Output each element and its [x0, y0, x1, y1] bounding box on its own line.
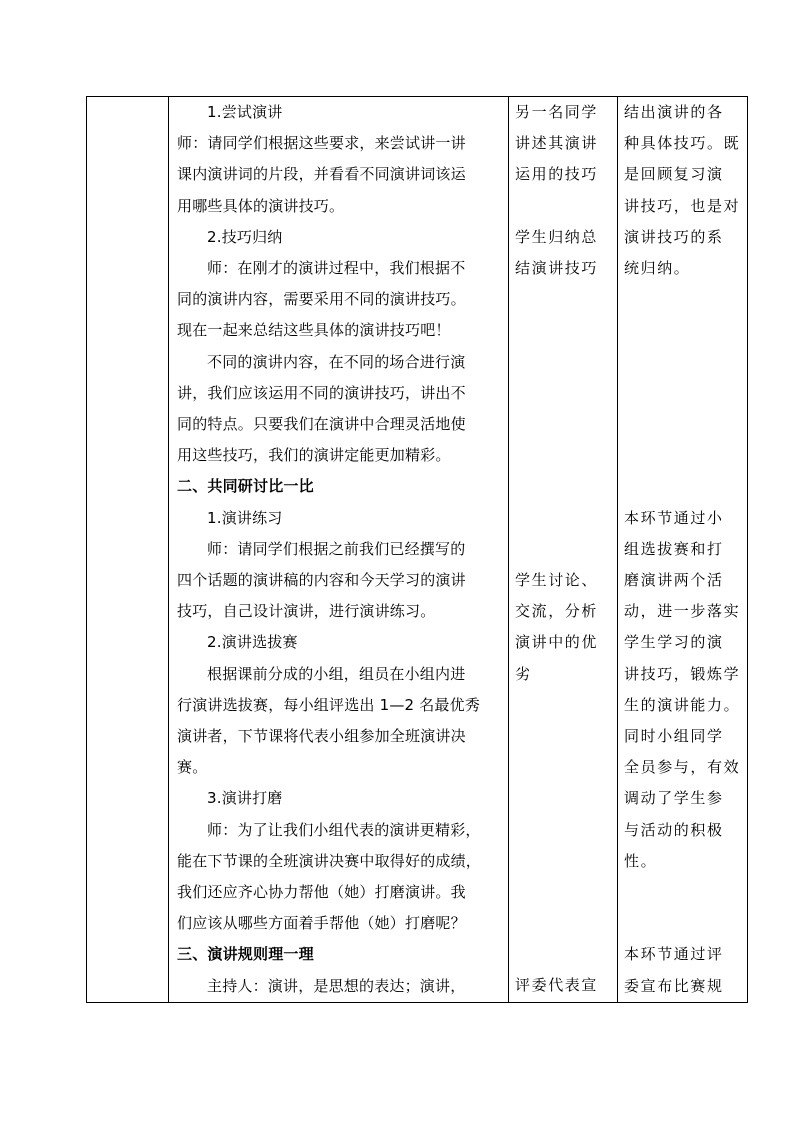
text-line: 同的特点。只要我们在演讲中合理灵活地使 [177, 415, 466, 434]
text-line: 们应该从哪些方面着手帮他（她）打磨呢？ [177, 914, 466, 933]
design-intent-line: 种具体技巧。既 [624, 134, 741, 153]
design-intent-line: 动，进一步落实 [624, 602, 741, 621]
student-activity-cell [509, 97, 618, 1003]
student-activity-line [515, 440, 611, 471]
design-intent-line [624, 315, 741, 346]
design-intent-line [624, 409, 741, 440]
student-activity-line [515, 378, 611, 409]
student-activity-line [515, 721, 611, 752]
design-intent-line: 演讲技巧的系 [624, 227, 724, 246]
text-line: 演讲者，下节课将代表小组参加全班演讲决 [177, 727, 466, 746]
student-activity-line [515, 191, 611, 222]
text-line: 师：请同学们根据这些要求，来尝试讲一讲 [177, 134, 466, 153]
text-line: 师：在刚才的演讲过程中，我们根据不 [207, 259, 466, 278]
design-intent-line: 统归纳。 [624, 259, 691, 278]
text-line: 现在一起来总结这些具体的演讲技巧吧！ [177, 321, 451, 340]
teaching-process-cell [169, 97, 509, 1003]
text-line: 1.演讲练习 [207, 508, 283, 527]
student-activity-line [515, 534, 611, 565]
design-intent-line [624, 908, 741, 939]
design-intent-line: 讲技巧，也是对 [624, 196, 741, 215]
text-line: 不同的演讲内容，在不同的场合进行演 [207, 352, 466, 371]
design-intent-line [624, 284, 741, 315]
student-activity-text [515, 97, 611, 1002]
text-line: 2.演讲选拔赛 [207, 633, 298, 652]
text-line: 3.演讲打磨 [207, 789, 283, 808]
student-activity-line: 另一名同学 [515, 103, 599, 121]
design-intent-line: 是回顾复习演 [624, 165, 724, 184]
design-intent-line [624, 440, 741, 471]
text-line: 师：为了让我们小组代表的演讲更精彩， [207, 820, 481, 839]
student-activity-line: 交流，分析 [515, 602, 599, 621]
design-intent-line: 学生学习的演 [624, 633, 724, 652]
design-intent-line: 磨演讲两个活 [624, 570, 724, 589]
student-activity-line: 演讲中的优 [515, 633, 599, 652]
design-intent-line: 讲技巧，锻炼学 [624, 664, 741, 683]
student-activity-line [515, 284, 611, 315]
text-line: 用哪些具体的演讲技巧。 [177, 196, 345, 215]
text-line: 用这些技巧，我们的演讲定能更加精彩。 [177, 446, 451, 465]
text-line: 主持人：演讲，是思想的表达；演讲， [207, 976, 466, 995]
text-line: 课内演讲词的片段，并看看不同演讲词该运 [177, 165, 466, 184]
table-row [87, 97, 748, 1003]
student-activity-line [515, 877, 611, 908]
text-line: 师：请同学们根据之前我们已经撰写的 [207, 539, 466, 558]
text-line: 1.尝试演讲 [207, 103, 283, 121]
student-activity-line [515, 690, 611, 721]
design-intent-line: 全员参与，有效 [624, 758, 741, 777]
student-activity-line: 学生讨论、 [515, 570, 599, 589]
stage-cell [87, 97, 169, 1003]
student-activity-line [515, 752, 611, 783]
student-activity-line [515, 315, 611, 346]
design-intent-line [624, 378, 741, 409]
student-activity-line: 运用的技巧 [515, 165, 599, 184]
text-line: 2.技巧归纳 [207, 227, 283, 246]
student-activity-line [515, 503, 611, 534]
design-intent-line: 组选拔赛和打 [624, 539, 724, 558]
design-intent-line [624, 471, 741, 502]
text-line: 赛。 [177, 758, 208, 777]
text-line: 根据课前分成的小组，组员在小组内进 [207, 664, 466, 683]
design-intent-line: 结出演讲的各 [624, 103, 724, 121]
section-heading: 三、演讲规则理一理 [177, 945, 314, 964]
design-intent-line: 委宣布比赛规 [624, 976, 724, 995]
student-activity-line [515, 471, 611, 502]
design-intent-line: 调动了学生参 [624, 789, 724, 808]
section-heading: 二、共同研讨比一比 [177, 477, 314, 496]
text-line: 我们还应齐心协力帮他（她）打磨演讲。我 [177, 883, 466, 902]
student-activity-line [515, 814, 611, 845]
lesson-plan-table [86, 96, 748, 1003]
student-activity-line: 学生归纳总 [515, 227, 599, 246]
design-intent-cell [618, 97, 748, 1003]
text-line: 同的演讲内容，需要采用不同的演讲技巧。 [177, 290, 466, 309]
text-line: 行演讲选拔赛，每小组评选出 1—2 名最优秀 [177, 695, 481, 714]
design-intent-line: 与活动的积极 [624, 820, 724, 839]
design-intent-text [624, 97, 741, 1002]
student-activity-line: 讲述其演讲 [515, 134, 599, 153]
design-intent-line: 本环节通过小 [624, 508, 724, 527]
student-activity-line [515, 409, 611, 440]
student-activity-line [515, 783, 611, 814]
text-line: 讲，我们应该运用不同的演讲技巧，讲出不 [177, 383, 466, 402]
text-line: 能在下节课的全班演讲决赛中取得好的成绩， [177, 851, 482, 870]
student-activity-line [515, 846, 611, 877]
student-activity-line [515, 347, 611, 378]
design-intent-line: 本环节通过评 [624, 945, 724, 964]
student-activity-line: 结演讲技巧 [515, 259, 599, 277]
design-intent-line: 性。 [624, 851, 658, 870]
text-line: 技巧，自己设计演讲，进行演讲练习。 [177, 602, 436, 621]
student-activity-line: 劣 [515, 664, 532, 683]
student-activity-line [515, 908, 611, 939]
design-intent-line [624, 347, 741, 378]
design-intent-line: 同时小组同学 [624, 726, 724, 745]
student-activity-line [515, 939, 611, 970]
teaching-process-text [177, 97, 502, 1002]
design-intent-line: 生的演讲能力。 [624, 695, 741, 714]
student-activity-line: 评委代表宣 [515, 976, 599, 995]
design-intent-line [624, 877, 741, 908]
text-line: 四个话题的演讲稿的内容和今天学习的演讲 [177, 571, 466, 590]
